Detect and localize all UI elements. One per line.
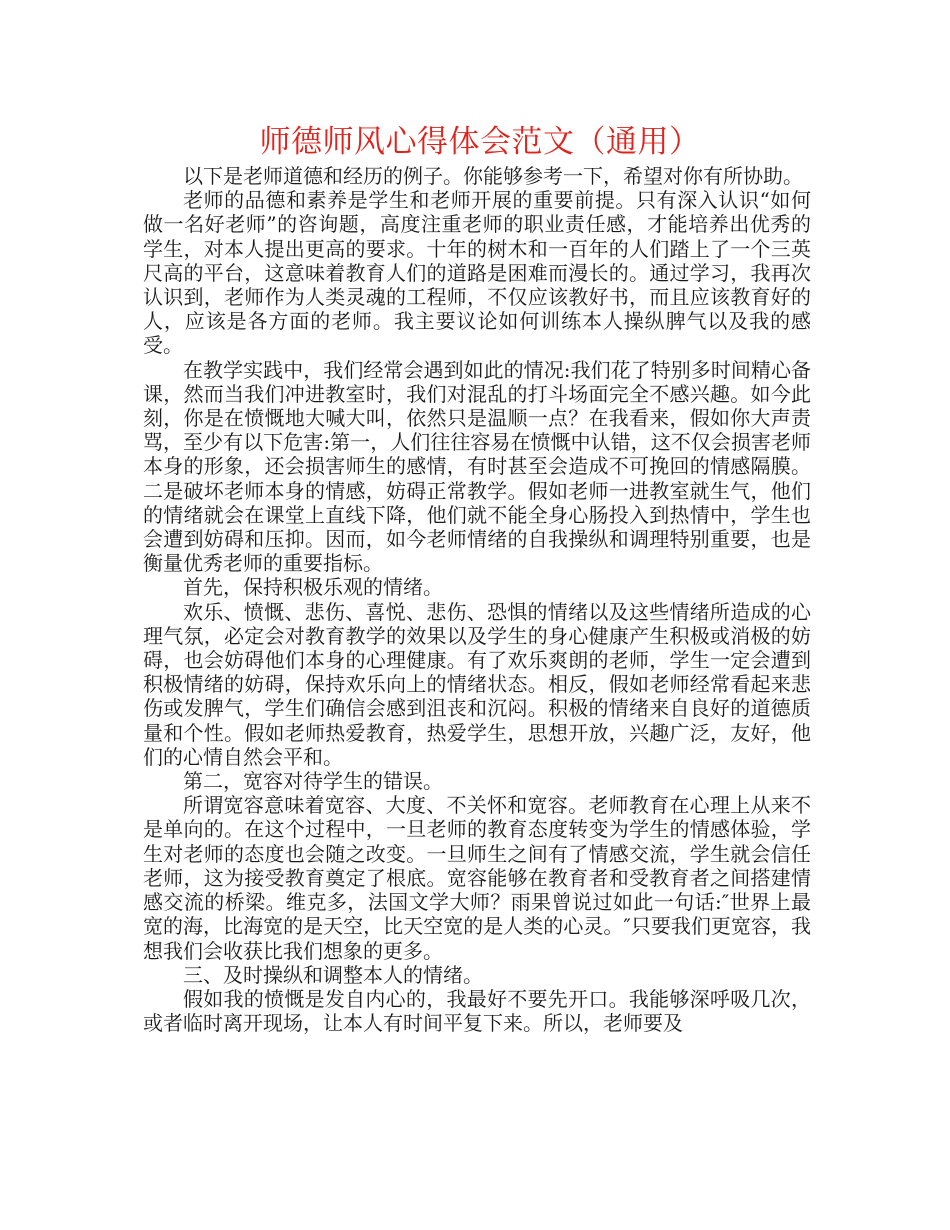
paragraph-heading-first: 首先，保持积极乐观的情绪。 xyxy=(183,575,443,600)
paragraph-intro: 以下是老师道德和经历的例子。你能够参考一下，希望对你有所协助。 xyxy=(183,164,803,188)
paragraph-emotion-control: 假如我的愤慨是发自内心的，我最好不要先开口。我能够深呼吸几次，或者临时离开现场，让本人有时间平复下来。所以，老师要及 xyxy=(143,986,811,1036)
document-page xyxy=(143,120,811,1035)
paragraph-heading-second: 第二，宽容对待学生的错误。 xyxy=(183,769,443,794)
paragraph-teacher-ethics: 老师的品德和素养是学生和老师开展的重要前提。只有深入认识“如何做一名好老师”的咨询题，高度注重老师的职业责任感，才能培养出优秀的学生，对本人提出更高的要求。十年的树木和一百年的人们踏上了一个三英尺高的平台，这意味着教育人们的道路是困难而漫长的。通过学习，我再次认识到，老师作为人类灵魂的工程师，不仅应该教好书，而且应该教育好的人，应该是各方面的老师。我主要议论如何训练本人操纵脾气以及我的感受。 xyxy=(143,188,811,358)
paragraph-positive-emotion: 欢乐、愤慨、悲伤、喜悦、悲伤、恐惧的情绪以及这些情绪所造成的心理气氛，必定会对教育教学的效果以及学生的身心健康产生积极或消极的妨碍，也会妨碍他们本身的心理健康。有了欢乐爽朗的老师，学生一定会遭到积极情绪的妨碍，保持欢乐向上的情绪状态。相反，假如老师经常看起来悲伤或发脾气，学生们确信会感到沮丧和沉闷。积极的情绪来自良好的道德质量和个性。假如老师热爱教育，热爱学生，思想开放，兴趣广泛，友好，他们的心情自然会平和。 xyxy=(143,599,811,769)
paragraph-heading-third: 三、及时操纵和调整本人的情绪。 xyxy=(183,962,483,987)
paragraph-teaching-practice: 在教学实践中，我们经常会遇到如此的情况:我们花了特别多时间精心备课，然而当我们冲进教室时，我们对混乱的打斗场面完全不感兴趣。如今此刻，你是在愤慨地大喊大叫，依然只是温顺一点？在我看来，假如你大声责骂，至少有以下危害:第一，人们往往容易在愤慨中认错，这不仅会损害老师本身的形象，还会损害师生的感情，有时甚至会造成不可挽回的情感隔膜。二是破坏老师本身的情感，妨碍正常教学。假如老师一进教室就生气，他们的情绪就会在课堂上直线下降，他们就不能全身心肠投入到热情中，学生也会遭到妨碍和压抑。因而，如今老师情绪的自我操纵和调理特别重要，也是衡量优秀老师的重要指标。 xyxy=(143,357,811,576)
paragraph-tolerance: 所谓宽容意味着宽容、大度、不关怀和宽容。老师教育在心理上从来不是单向的。在这个过程中，一旦老师的教育态度转变为学生的情感体验，学生对老师的态度也会随之改变。一旦师生之间有了情感交流，学生就会信任老师，这为接受教育奠定了根底。宽容能够在教育者和受教育者之间搭建情感交流的桥梁。维克多，法国文学大师？雨果曾说过如此一句话:″世界上最宽的海，比海宽的是天空，比天空宽的是人类的心灵。″只要我们更宽容，我想我们会收获比我们想象的更多。 xyxy=(143,793,811,963)
document-title: 师德师风心得体会范文（通用） xyxy=(259,124,701,160)
